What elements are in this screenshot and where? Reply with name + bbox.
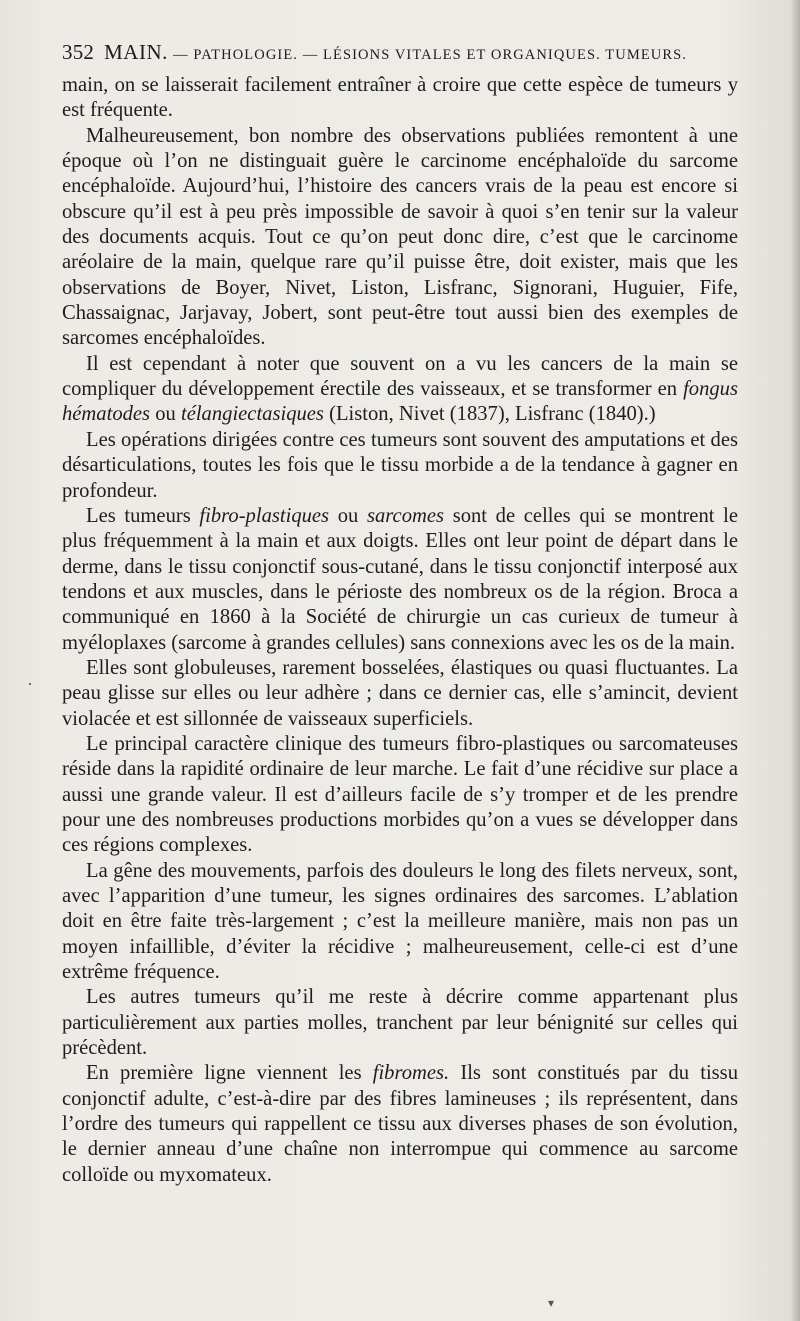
paragraph-text: En première ligne viennent les	[86, 1062, 373, 1085]
paragraph-text: Les tumeurs	[86, 504, 200, 527]
paragraph-text: ou	[150, 403, 181, 426]
italic-term: fibro-plastiques	[199, 504, 330, 527]
paragraph-text: Il est cependant à noter que souvent on a vu les cancers de la main se compliquer du développement érectile des vaisseaux, et se transformer en	[62, 352, 738, 401]
italic-term: fongus hématodes	[62, 378, 738, 426]
paragraph-text: ou	[329, 504, 367, 527]
bottom-mark: ▾	[548, 1296, 555, 1310]
running-header	[62, 40, 742, 65]
italic-term: télangiectasiques	[180, 403, 324, 426]
paragraph	[62, 428, 738, 504]
paragraph-text: Les autres tumeurs qu’il me reste à décrire comme appartenant plus particulièrement aux parties molles, tranchent par leur bénignité sur celles qui précèdent.	[62, 986, 738, 1060]
paragraph-text: Le principal caractère clinique des tumeurs fibro-plastiques ou sarcomateuses réside dans la rapidité ordinaire de leur marche. Le fait d’une récidive sur place a aussi une grande valeur. Il est d’ailleurs facile de s’y tromper et de les prendre pour une des nombreuses productions morbides qu’on a vues se développer dans ces régions complexes.	[62, 732, 738, 857]
paragraph	[62, 352, 738, 428]
paragraph	[62, 859, 738, 986]
italic-term: sarcomes	[367, 504, 445, 527]
paragraph	[62, 124, 738, 352]
paragraph-text: (Liston, Nivet (1837), Lisfranc (1840).)	[323, 403, 656, 426]
paragraph-text: Les opérations dirigées contre ces tumeurs sont souvent des amputations et des désarticulations, toutes les fois que le tissu morbide a de la tendance à gagner en profondeur.	[62, 428, 738, 502]
paragraph	[62, 504, 738, 656]
paragraph-text: La gêne des mouvements, parfois des douleurs le long des filets nerveux, sont, avec l’apparition d’une tumeur, les signes ordinaires des sarcomes. L’ablation doit en être faite très-largement ; c’est la meilleure manière, mais non pas un moyen infaillible, d’éviter la récidive ; malheureusement, celle-ci est d’une extrême fréquence.	[62, 859, 738, 984]
paragraph-text: Ils sont constitués par du tissu conjonctif adulte, c’est-à-dire par des fibres lamineuses ; ils représentent, dans l’ordre des tumeurs qui rappellent ce tissu aux diverses phases de son évolution, le dernier anneau d’une chaîne non interrompue qui commence au sarcome colloïde ou myxomateux.	[62, 1062, 738, 1186]
header-title: — PATHOLOGIE. — LÉSIONS VITALES ET ORGANIQUES. TUMEURS.	[173, 47, 688, 63]
paragraph	[62, 985, 738, 1061]
margin-mark: .	[28, 672, 32, 689]
page-number: 352	[62, 40, 95, 64]
italic-term: fibromes.	[372, 1062, 450, 1085]
paragraph-text: main, on se laisserait facilement entraîner à croire que cette espèce de tumeurs y est fréquente.	[62, 74, 738, 122]
paragraph	[62, 732, 738, 859]
header-section: MAIN.	[104, 40, 168, 64]
paragraph	[62, 656, 738, 732]
paragraph	[62, 1061, 738, 1188]
paragraph-text: Malheureusement, bon nombre des observations publiées remontent à une époque où l’on ne distinguait guère le carcinome encéphaloïde du sarcome encéphaloïde. Aujourd’hui, l’histoire des cancers vrais de la peau est encore si obscure qu’il est à peu près impossible de savoir à quoi s’en tenir sur la valeur des documents acquis. Tout ce qu’on peut donc dire, c’est que le carcinome aréolaire de la main, quelque rare qu’il puisse être, doit exister, mais que les observations de Boyer, Nivet, Liston, Lisfranc, Signorani, Huguier, Fife, Chassaignac, Jarjavay, Jobert, sont peut-être tout aussi bien des exemples de sarcomes encéphaloïdes.	[62, 124, 738, 350]
paragraph-text: Elles sont globuleuses, rarement bosselées, élastiques ou quasi fluctuantes. La peau glisse sur elles ou leur adhère ; dans ce dernier cas, elle s’amincit, devient violacée et est sillonnée de vaisseaux superficiels.	[62, 656, 738, 730]
paragraph-text: sont de celles qui se montrent le plus fréquemment à la main et aux doigts. Elles ont leur point de départ dans le derme, dans le tissu conjonctif sous-cutané, dans le tissu conjonctif interposé aux tendons et aux muscles, dans le périoste des nombreux os de la région. Broca a communiqué en 1860 à la Société de chirurgie un cas curieux de tumeur à myéloplaxes (sarcome à grandes cellules) sans connexions avec les os de la main.	[62, 504, 738, 654]
body-text	[62, 73, 738, 1188]
page-edge-shadow	[790, 0, 800, 1321]
paragraph	[62, 73, 738, 124]
